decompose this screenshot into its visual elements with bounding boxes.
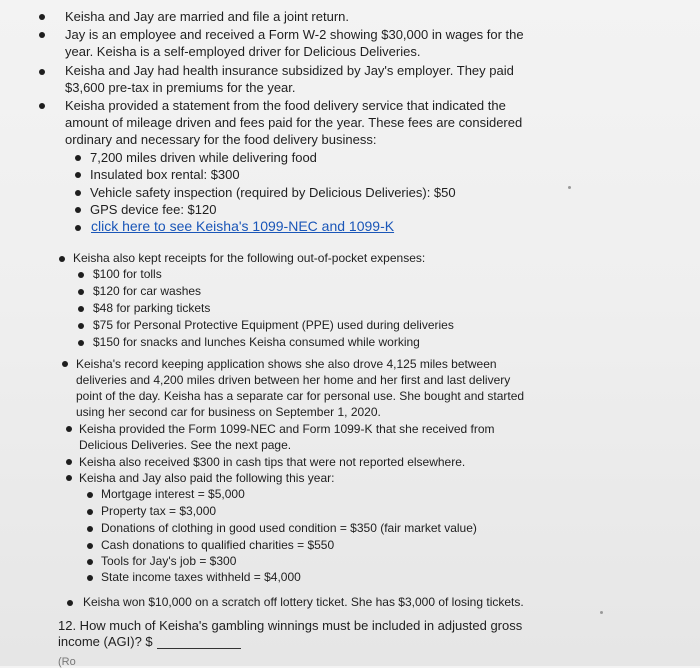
fact-line: Keisha provided a statement from the food delivery service that indicated the <box>65 98 506 113</box>
sub-bullet <box>78 272 84 278</box>
cutoff-text: (Ro <box>58 656 76 668</box>
expense-item: $100 for tolls <box>93 267 162 281</box>
speck-mark <box>600 611 603 614</box>
expenses-intro: Keisha also kept receipts for the following out-of-pocket expenses: <box>73 251 426 265</box>
expense-item: $150 for snacks and lunches Keisha consumed while working <box>93 335 420 349</box>
fact-line: Jay is an employee and received a Form W-2 showing $30,000 in wages for the <box>65 27 524 42</box>
bullet <box>39 32 45 38</box>
forms-line: Keisha provided the Form 1099-NEC and Form 1099-K that she received from <box>79 422 495 436</box>
sub-bullet <box>78 323 84 329</box>
bullet <box>66 426 72 432</box>
expense-item: $120 for car washes <box>93 284 202 298</box>
bullet <box>39 103 45 109</box>
fee-item: Insulated box rental: $300 <box>90 167 240 182</box>
fact-line: year. Keisha is a self-employed driver for Delicious Deliveries. <box>65 44 421 59</box>
fee-item: Vehicle safety inspection (required by Delicious Deliveries): $50 <box>90 185 456 200</box>
expense-item: $75 for Personal Protective Equipment (PPE) used during deliveries <box>93 318 454 332</box>
sub-bullet <box>87 526 93 532</box>
mileage-line: Keisha's record keeping application shows she also drove 4,125 miles between <box>76 357 497 371</box>
sub-bullet <box>87 492 93 498</box>
fact-line: Keisha and Jay had health insurance subsidized by Jay's employer. They paid <box>65 63 514 78</box>
sub-bullet <box>75 207 81 213</box>
paid-item: Property tax = $3,000 <box>101 504 217 518</box>
bullet <box>66 459 72 465</box>
mileage-line: deliveries and 4,200 miles driven between her home and her first and last delivery <box>76 373 511 387</box>
fact-line: ordinary and necessary for the food delivery business: <box>65 132 377 147</box>
sub-bullet <box>87 509 93 515</box>
sub-bullet <box>87 575 93 581</box>
bullet <box>67 600 73 606</box>
sub-bullet <box>78 289 84 295</box>
forms-link[interactable]: click here to see Keisha's 1099-NEC and 1099-K <box>91 218 395 234</box>
tips-line: Keisha also received $300 in cash tips that were not reported elsewhere. <box>79 455 466 469</box>
fact-line: $3,600 pre-tax in premiums for the year. <box>65 80 296 95</box>
paid-item: Donations of clothing in good used condition = $350 (fair market value) <box>101 521 477 535</box>
mileage-line: using her second car for business on September 1, 2020. <box>76 405 381 419</box>
sub-bullet <box>78 306 84 312</box>
paid-item: Mortgage interest = $5,000 <box>101 487 245 501</box>
question-line: 12. How much of Keisha's gambling winnings must be included in adjusted gross <box>58 618 523 633</box>
bullet <box>66 475 72 481</box>
question-line: income (AGI)? $ <box>58 634 153 649</box>
sub-bullet <box>75 190 81 196</box>
paid-intro: Keisha and Jay also paid the following this year: <box>79 471 335 485</box>
mileage-line: point of the day. Keisha has a separate car for personal use. She bought and started <box>76 389 525 403</box>
bullet <box>62 361 68 367</box>
bullet <box>39 69 45 75</box>
paid-item: Tools for Jay's job = $300 <box>101 554 237 568</box>
lottery-line: Keisha won $10,000 on a scratch off lottery ticket. She has $3,000 of losing tickets. <box>83 595 524 609</box>
fee-item: 7,200 miles driven while delivering food <box>90 150 317 165</box>
paid-item: State income taxes withheld = $4,000 <box>101 570 301 584</box>
sub-bullet <box>75 172 81 178</box>
answer-blank[interactable] <box>157 648 241 649</box>
fact-line: amount of mileage driven and fees paid for the year. These fees are considered <box>65 115 523 130</box>
sub-bullet <box>75 225 81 231</box>
fact-line: Keisha and Jay are married and file a joint return. <box>65 9 349 24</box>
sub-bullet <box>78 340 84 346</box>
bullet <box>39 14 45 20</box>
bullet <box>59 256 65 262</box>
paid-item: Cash donations to qualified charities = $550 <box>101 538 335 552</box>
forms-line: Delicious Deliveries. See the next page. <box>79 438 292 452</box>
sub-bullet <box>87 543 93 549</box>
speck-mark <box>568 186 571 189</box>
expense-item: $48 for parking tickets <box>93 301 211 315</box>
sub-bullet <box>75 155 81 161</box>
sub-bullet <box>87 559 93 565</box>
fee-item: GPS device fee: $120 <box>90 202 217 217</box>
